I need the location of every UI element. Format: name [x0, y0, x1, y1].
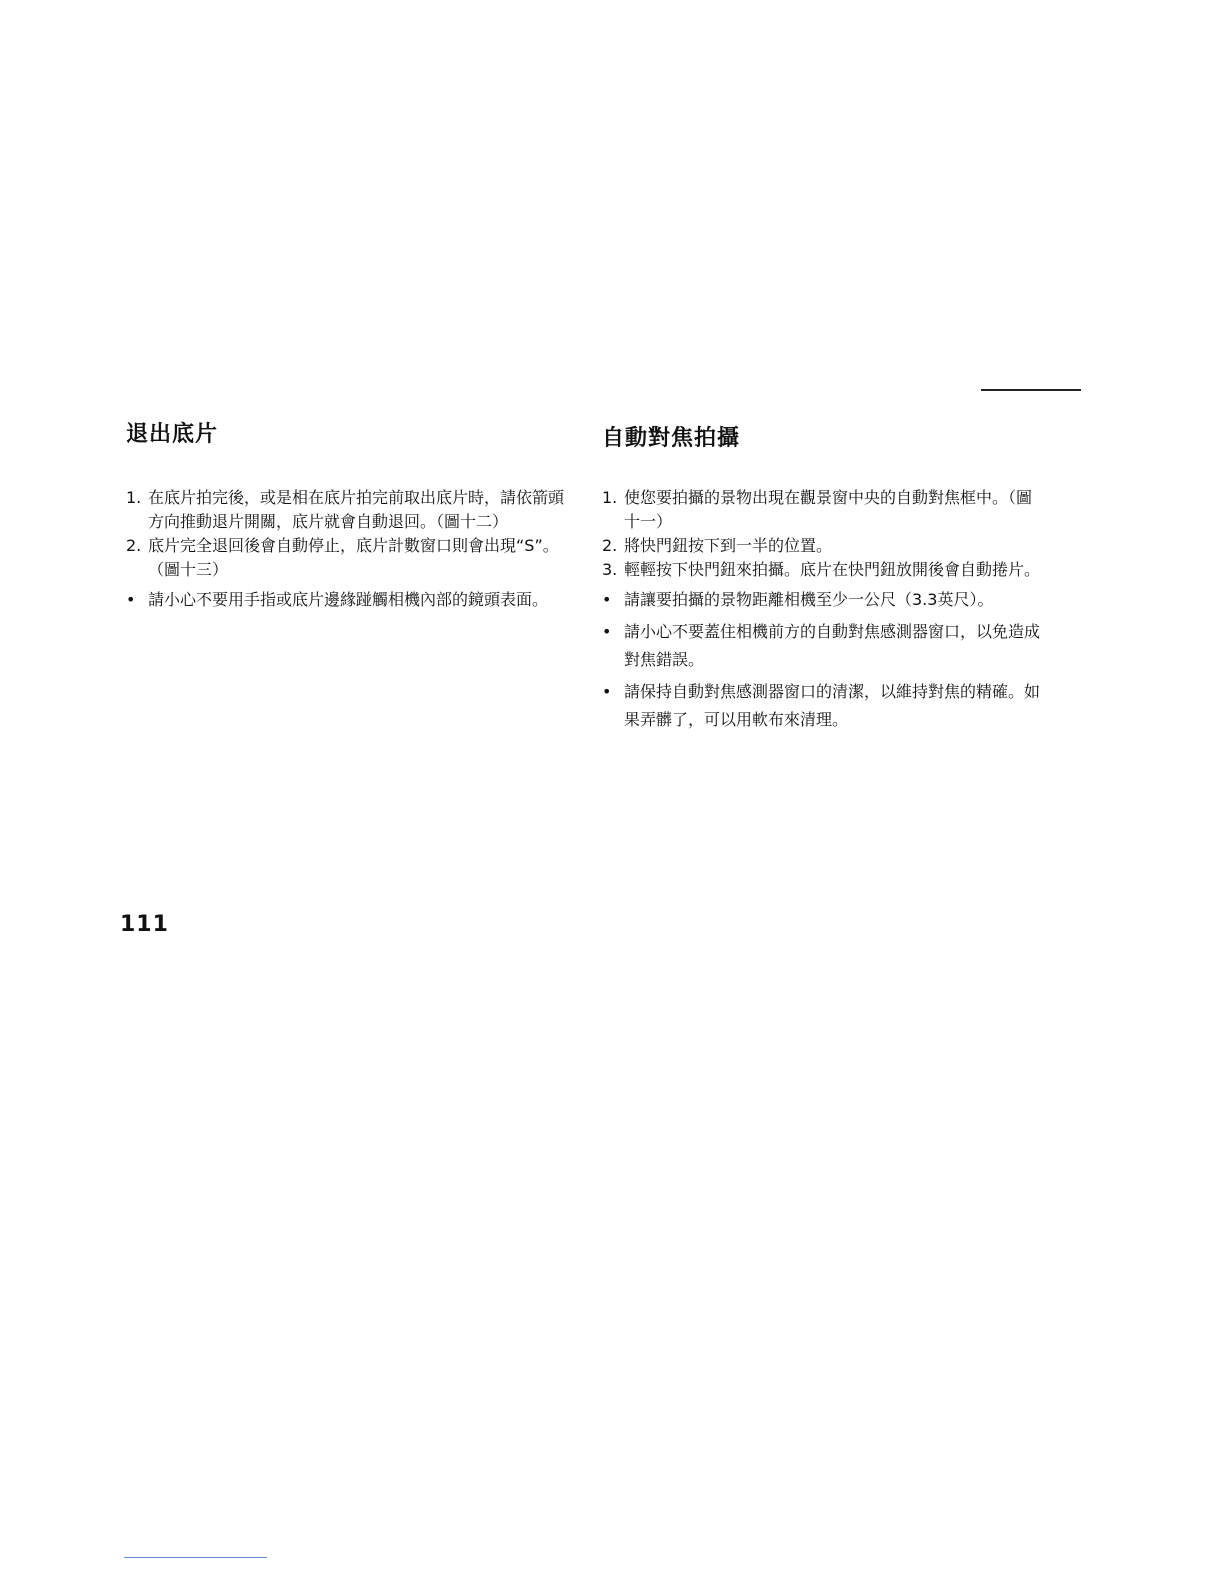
bullet-marker: •: [602, 590, 612, 609]
list-item-text: 輕輕按下快門鈕來拍攝。底片在快門鈕放開後會自動捲片。: [624, 560, 1041, 579]
list-item-text: 請小心不要蓋住相機前方的自動對焦感測器窗口，以免造成對焦錯誤。: [624, 622, 1041, 669]
section-title: 自動對焦拍攝: [602, 426, 741, 451]
instruction-list: [126, 486, 566, 614]
section-film-rewind: [126, 420, 566, 614]
list-item: [602, 618, 1042, 674]
bullet-marker: •: [602, 682, 612, 701]
list-item-text: 請小心不要用手指或底片邊緣踫觸相機內部的鏡頭表面。: [148, 590, 549, 609]
instruction-list: [602, 486, 1042, 734]
bullet-marker: •: [126, 590, 136, 609]
list-item: [602, 586, 1042, 614]
header-rule: [981, 389, 1081, 391]
list-item-text: 底片完全退回後會自動停止，底片計數窗口則會出現“S”。（圖十三）: [148, 536, 559, 579]
list-marker: 3.: [602, 560, 618, 579]
list-marker: 2.: [126, 536, 142, 555]
list-item: [602, 558, 1042, 582]
list-item: [602, 534, 1042, 558]
list-item: [126, 534, 566, 582]
list-item-text: 請讓要拍攝的景物距離相機至少一公尺（3.3英尺）。: [624, 590, 994, 609]
list-item-text: 請保持自動對焦感測器窗口的清潔，以維持對焦的精確。如果弄髒了，可以用軟布來清理。: [624, 682, 1041, 729]
list-item: [126, 486, 566, 534]
list-marker: 2.: [602, 536, 618, 555]
section-title: 退出底片: [126, 422, 219, 447]
page-number: 111: [120, 912, 169, 937]
footer-rule: [124, 1557, 267, 1558]
list-item: [602, 486, 1042, 534]
list-item: [126, 586, 566, 614]
list-item-text: 在底片拍完後，或是相在底片拍完前取出底片時，請依箭頭方向推動退片開關，底片就會自動退回。（圖十二）: [148, 488, 565, 531]
list-item-text: 將快門鈕按下到一半的位置。: [624, 536, 833, 555]
list-item-text: 使您要拍攝的景物出現在觀景窗中央的自動對焦框中。（圖十一）: [624, 488, 1033, 531]
bullet-marker: •: [602, 622, 612, 641]
list-marker: 1.: [126, 488, 142, 507]
section-autofocus: [602, 424, 1042, 734]
list-marker: 1.: [602, 488, 618, 507]
list-item: [602, 678, 1042, 734]
